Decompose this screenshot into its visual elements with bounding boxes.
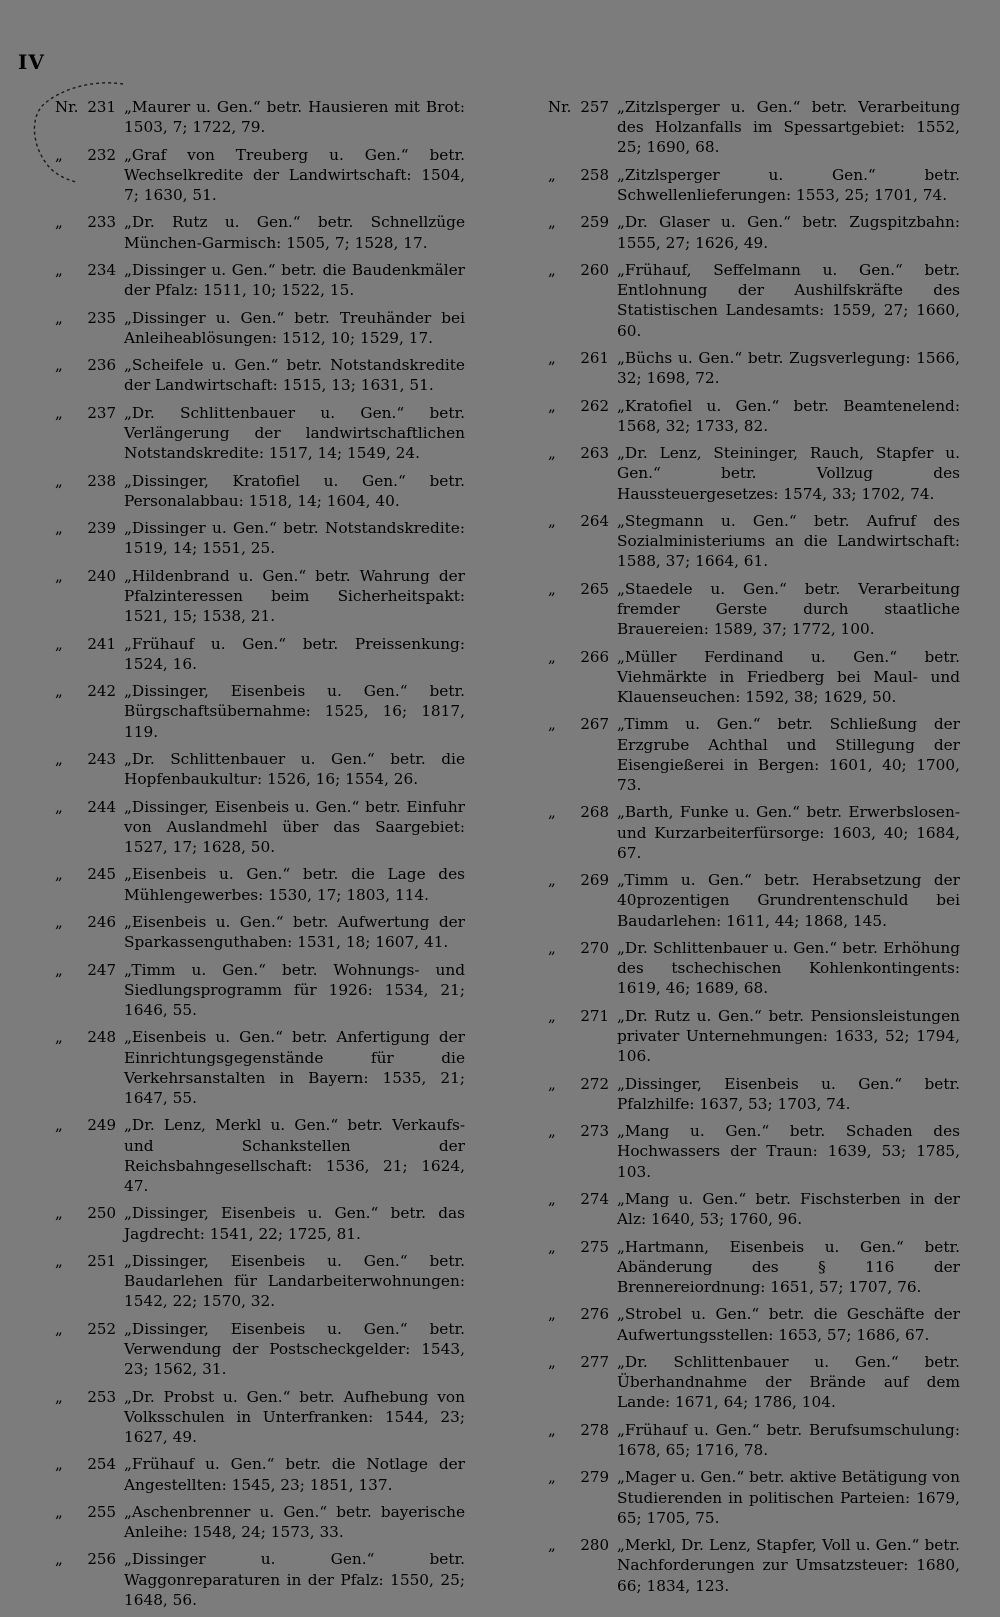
entry-text: „Stegmann u. Gen.“ betr. Aufruf des Sozialministeriums an die Landwirtschaft: 1588, 37; 1664, 61. <box>617 511 960 571</box>
entry-text: „Frühauf, Seffelmann u. Gen.“ betr. Entlohnung der Aushilfskräfte des Statistischen Landesamts: 1559, 27; 1660, 60. <box>617 260 960 340</box>
entry-number: 272 <box>580 1074 609 1093</box>
entry-number: 238 <box>87 471 116 490</box>
entry-prefix: „ <box>548 579 556 598</box>
index-entry <box>548 396 960 436</box>
entry-text: „Dissinger, Eisenbeis u. Gen.“ betr. Verwendung der Postscheckgelder: 1543, 23; 1562, 31. <box>124 1319 465 1379</box>
entry-number: 269 <box>580 871 609 890</box>
entry-number: 235 <box>87 308 116 327</box>
index-entry <box>548 647 960 708</box>
entry-prefix: „ <box>548 1468 556 1487</box>
index-entry <box>55 403 465 464</box>
entry-number: 275 <box>580 1237 609 1256</box>
entry-number: 252 <box>87 1319 116 1338</box>
entry-prefix: „ <box>55 145 63 164</box>
index-entry <box>55 1549 465 1610</box>
entry-number: 233 <box>87 213 116 232</box>
entry-number: 268 <box>580 803 609 822</box>
entry-number: 259 <box>580 213 609 232</box>
entry-text: „Barth, Funke u. Gen.“ betr. Erwerbslosen- und Kurzarbeiterfürsorge: 1603, 40; 1684, 67. <box>617 803 960 862</box>
index-entry <box>548 443 960 504</box>
entry-prefix: „ <box>55 682 63 701</box>
entry-text: „Müller Ferdinand u. Gen.“ betr. Viehmärkte in Friedberg bei Maul- und Klauenseuchen: 1592, 38; 1629, 50. <box>617 647 960 706</box>
entry-text: „Timm u. Gen.“ betr. Herabsetzung der 40prozentigen Grundrentenschuld bei Baudarlehen: 1611, 44; 1868, 145. <box>617 871 960 930</box>
entry-text: „Strobel u. Gen.“ betr. die Geschäfte der Aufwertungsstellen: 1653, 57; 1686, 67. <box>617 1305 960 1344</box>
left-column <box>55 97 465 1617</box>
index-entry <box>55 1502 465 1542</box>
page-number: IV <box>18 50 45 74</box>
entry-number: 266 <box>580 647 609 666</box>
index-entry <box>55 634 465 674</box>
entry-text: „Dr. Rutz u. Gen.“ betr. Pensionsleistungen privater Unternehmungen: 1633, 52; 1794, 106. <box>617 1006 960 1066</box>
entry-prefix: „ <box>548 348 556 367</box>
index-entry <box>55 1387 465 1448</box>
entry-text: „Eisenbeis u. Gen.“ betr. die Lage des Mühlengewerbes: 1530, 17; 1803, 114. <box>124 865 465 904</box>
entry-number: 234 <box>87 260 116 279</box>
index-entry <box>548 1352 960 1413</box>
index-entry <box>55 1251 465 1312</box>
entry-number: 241 <box>87 634 116 653</box>
entry-number: 247 <box>87 960 116 979</box>
entry-text: „Eisenbeis u. Gen.“ betr. Aufwertung der Sparkassenguthaben: 1531, 18; 1607, 41. <box>124 912 465 952</box>
entry-text: „Mang u. Gen.“ betr. Fischsterben in der Alz: 1640, 53; 1760, 96. <box>617 1189 960 1229</box>
index-entry <box>548 97 960 158</box>
index-entry <box>548 1535 960 1596</box>
entry-text: „Dr. Probst u. Gen.“ betr. Aufhebung von Volksschulen in Unterfranken: 1544, 23; 1627, 49. <box>124 1387 465 1446</box>
entry-prefix: „ <box>55 1116 63 1135</box>
entry-prefix: „ <box>55 403 63 422</box>
entry-text: „Staedele u. Gen.“ betr. Verarbeitung fremder Gerste durch staatliche Brauereien: 1589, 37; 1772, 100. <box>617 579 960 639</box>
entry-number: 279 <box>580 1468 609 1487</box>
entry-number: 249 <box>87 1116 116 1135</box>
index-entry <box>548 714 960 795</box>
entry-prefix: „ <box>55 308 63 327</box>
entry-number: 277 <box>580 1352 609 1371</box>
entry-prefix: „ <box>55 213 63 232</box>
entry-text: „Dissinger, Eisenbeis u. Gen.“ betr. Baudarlehen für Landarbeiterwohnungen: 1542, 22; 1570, 32. <box>124 1251 465 1311</box>
entry-prefix: „ <box>548 396 556 415</box>
entry-text: „Dr. Rutz u. Gen.“ betr. Schnellzüge München-Garmisch: 1505, 7; 1528, 17. <box>124 213 465 252</box>
entry-text: „Dissinger u. Gen.“ betr. die Baudenkmäler der Pfalz: 1511, 10; 1522, 15. <box>124 260 465 300</box>
index-entry <box>55 471 465 511</box>
index-entry <box>55 864 465 904</box>
entry-text: „Dr. Lenz, Merkl u. Gen.“ betr. Verkaufs- und Schankstellen der Reichsbahngesellschaft: 1536, 21; 1624, 47. <box>124 1116 465 1195</box>
index-entry <box>55 212 465 252</box>
entry-text: „Dr. Schlittenbauer u. Gen.“ betr. Erhöhung des tschechischen Kohlenkontingents: 1619, 46; 1689, 68. <box>617 938 960 998</box>
index-entry <box>55 912 465 952</box>
index-entry <box>548 1006 960 1067</box>
entry-text: „Dissinger u. Gen.“ betr. Waggonreparaturen in der Pfalz: 1550, 25; 1648, 56. <box>124 1550 465 1609</box>
entry-prefix: „ <box>55 356 63 375</box>
entry-prefix: „ <box>55 634 63 653</box>
entry-text: „Timm u. Gen.“ betr. Wohnungs- und Siedlungsprogramm für 1926: 1534, 21; 1646, 55. <box>124 960 465 1019</box>
entry-prefix: „ <box>548 511 556 530</box>
entry-number: 250 <box>87 1204 116 1223</box>
entry-prefix: „ <box>548 444 556 463</box>
right-column <box>548 97 960 1603</box>
entry-number: 248 <box>87 1028 116 1047</box>
entry-number: 273 <box>580 1122 609 1141</box>
entry-text: „Aschenbrenner u. Gen.“ betr. bayerische Anleihe: 1548, 24; 1573, 33. <box>124 1502 465 1542</box>
index-entry <box>548 1121 960 1182</box>
entry-prefix: „ <box>55 1502 63 1521</box>
entry-prefix: „ <box>548 1420 556 1439</box>
entry-number: 260 <box>580 260 609 279</box>
entry-number: 236 <box>87 356 116 375</box>
index-entry <box>55 566 465 627</box>
entry-text: „Büchs u. Gen.“ betr. Zugsverlegung: 1566, 32; 1698, 72. <box>617 348 960 388</box>
entry-prefix: „ <box>548 1006 556 1025</box>
entry-prefix: „ <box>548 1122 556 1141</box>
index-entry <box>548 165 960 205</box>
index-entry <box>548 260 960 341</box>
index-entry <box>55 308 465 348</box>
entry-prefix: „ <box>55 1319 63 1338</box>
index-entry <box>55 960 465 1021</box>
entry-prefix: „ <box>548 647 556 666</box>
entry-text: „Zitzlsperger u. Gen.“ betr. Schwellenlieferungen: 1553, 25; 1701, 74. <box>617 165 960 204</box>
entry-number: 245 <box>87 865 116 884</box>
entry-text: „Eisenbeis u. Gen.“ betr. Anfertigung der Einrichtungsgegenstände für die Verkehrsanstalten in Bayern: 1535, 21; 1647, 55. <box>124 1028 465 1107</box>
entry-number: 232 <box>87 145 116 164</box>
entry-text: „Hartmann, Eisenbeis u. Gen.“ betr. Abänderung des § 116 der Brennereiordnung: 1651, 57; 1707, 76. <box>617 1237 960 1296</box>
entry-number: 267 <box>580 715 609 734</box>
entry-number: 258 <box>580 165 609 184</box>
entry-number: 274 <box>580 1189 609 1208</box>
index-entry <box>55 1454 465 1494</box>
entry-number: 257 <box>580 98 609 116</box>
index-entry <box>548 511 960 572</box>
entry-prefix: „ <box>548 1352 556 1371</box>
entry-prefix: „ <box>548 1305 556 1324</box>
entry-text: „Dr. Lenz, Steininger, Rauch, Stapfer u. Gen.“ betr. Vollzug des Haussteuergesetzes: 1574, 33; 1702, 74. <box>617 444 960 503</box>
entry-prefix: „ <box>548 1074 556 1093</box>
entry-prefix: „ <box>55 1387 63 1406</box>
entry-prefix: „ <box>55 1550 63 1569</box>
entry-number: 243 <box>87 749 116 768</box>
entry-text: „Zitzlsperger u. Gen.“ betr. Verarbeitung des Holzanfalls im Spessartgebiet: 1552, 25; 1690, 68. <box>617 98 960 157</box>
entry-text: „Dissinger, Eisenbeis u. Gen.“ betr. Pfalzhilfe: 1637, 53; 1703, 74. <box>617 1074 960 1113</box>
entry-number: 278 <box>580 1420 609 1439</box>
entry-text: „Frühauf u. Gen.“ betr. Preissenkung: 1524, 16. <box>124 634 465 673</box>
entry-prefix: „ <box>55 912 63 931</box>
entry-number: 244 <box>87 797 116 816</box>
entry-prefix: „ <box>55 960 63 979</box>
entry-text: „Dr. Schlittenbauer u. Gen.“ betr. Verlängerung der landwirtschaftlichen Notstandskredite: 1517, 14; 1549, 24. <box>124 403 465 463</box>
entry-number: 251 <box>87 1251 116 1270</box>
index-entry <box>548 1189 960 1229</box>
entry-prefix: „ <box>55 1204 63 1223</box>
entry-text: „Dissinger u. Gen.“ betr. Treuhänder bei Anleiheablösungen: 1512, 10; 1529, 17. <box>124 308 465 347</box>
entry-prefix: „ <box>548 938 556 957</box>
index-entry <box>548 212 960 252</box>
entry-number: 253 <box>87 1387 116 1406</box>
index-entry <box>548 1304 960 1344</box>
entry-number: 256 <box>87 1550 116 1569</box>
index-entry <box>55 355 465 395</box>
entry-prefix: „ <box>55 865 63 884</box>
entry-text: „Dissinger, Eisenbeis u. Gen.“ betr. Einfuhr von Auslandmehl über das Saargebiet: 1527, 17; 1628, 50. <box>124 797 465 856</box>
entry-text: „Timm u. Gen.“ betr. Schließung der Erzgrube Achthal und Stillegung der Eisengießerei in Bergen: 1601, 40; 1700, 73. <box>617 715 960 794</box>
index-entry <box>55 145 465 206</box>
entry-text: „Kratofiel u. Gen.“ betr. Beamtenelend: 1568, 32; 1733, 82. <box>617 396 960 435</box>
index-entry <box>55 1115 465 1196</box>
entry-prefix: „ <box>548 871 556 890</box>
index-entry <box>548 1467 960 1528</box>
entry-number: 237 <box>87 403 116 422</box>
entry-text: „Scheifele u. Gen.“ betr. Notstandskredite der Landwirtschaft: 1515, 13; 1631, 51. <box>124 356 465 395</box>
entry-number: 280 <box>580 1536 609 1555</box>
index-entry <box>548 802 960 863</box>
entry-prefix: „ <box>548 803 556 822</box>
entry-prefix: Nr. <box>548 98 572 116</box>
index-entry <box>548 1237 960 1298</box>
index-entry <box>55 749 465 789</box>
entry-text: „Maurer u. Gen.“ betr. Hausieren mit Brot: 1503, 7; 1722, 79. <box>124 98 465 137</box>
entry-prefix: „ <box>55 260 63 279</box>
entry-number: 262 <box>580 396 609 415</box>
index-entry <box>548 938 960 999</box>
entry-number: 270 <box>580 938 609 957</box>
index-entry <box>55 260 465 300</box>
entry-text: „Dissinger, Eisenbeis u. Gen.“ betr. das Jagdrecht: 1541, 22; 1725, 81. <box>124 1204 465 1243</box>
entry-number: 255 <box>87 1502 116 1521</box>
entry-prefix: „ <box>548 1237 556 1256</box>
entry-prefix: Nr. <box>55 98 79 116</box>
entry-text: „Dissinger, Kratofiel u. Gen.“ betr. Personalabbau: 1518, 14; 1604, 40. <box>124 471 465 510</box>
entry-number: 265 <box>580 579 609 598</box>
entry-text: „Frühauf u. Gen.“ betr. Berufsumschulung: 1678, 65; 1716, 78. <box>617 1420 960 1459</box>
entry-text: „Hildenbrand u. Gen.“ betr. Wahrung der Pfalzinteressen beim Sicherheitspakt: 1521, 15; 1538, 21. <box>124 566 465 626</box>
index-entry <box>548 1074 960 1114</box>
entry-text: „Mang u. Gen.“ betr. Schaden des Hochwassers der Traun: 1639, 53; 1785, 103. <box>617 1122 960 1181</box>
entry-prefix: „ <box>55 1455 63 1474</box>
entry-prefix: „ <box>55 519 63 538</box>
entry-number: 240 <box>87 566 116 585</box>
entry-number: 276 <box>580 1305 609 1324</box>
entry-prefix: „ <box>548 1536 556 1555</box>
entry-number: 242 <box>87 682 116 701</box>
entry-prefix: „ <box>548 715 556 734</box>
entry-number: 231 <box>87 98 116 116</box>
entry-prefix: „ <box>548 165 556 184</box>
entry-text: „Dissinger, Eisenbeis u. Gen.“ betr. Bürgschaftsübernahme: 1525, 16; 1817, 119. <box>124 682 465 741</box>
index-entry <box>55 518 465 558</box>
entry-prefix: „ <box>548 1189 556 1208</box>
entry-prefix: „ <box>55 797 63 816</box>
entry-text: „Dr. Schlittenbauer u. Gen.“ betr. Überhandnahme der Brände auf dem Lande: 1671, 64; 1786, 104. <box>617 1352 960 1412</box>
entry-text: „Dr. Glaser u. Gen.“ betr. Zugspitzbahn: 1555, 27; 1626, 49. <box>617 213 960 252</box>
index-entry <box>548 870 960 931</box>
index-entry <box>55 797 465 858</box>
entry-prefix: „ <box>548 260 556 279</box>
index-entry <box>55 97 465 137</box>
entry-text: „Merkl, Dr. Lenz, Stapfer, Voll u. Gen.“ betr. Nachforderungen zur Umsatzsteuer: 1680, 66; 1834, 123. <box>617 1536 960 1595</box>
index-entry <box>55 1319 465 1380</box>
entry-text: „Mager u. Gen.“ betr. aktive Betätigung von Studierenden in politischen Parteien: 1679, 65; 1705, 75. <box>617 1468 960 1527</box>
index-entry <box>55 681 465 742</box>
entry-text: „Frühauf u. Gen.“ betr. die Notlage der Angestellten: 1545, 23; 1851, 137. <box>124 1455 465 1494</box>
entry-prefix: „ <box>55 471 63 490</box>
entry-prefix: „ <box>55 1028 63 1047</box>
index-entry <box>548 579 960 640</box>
entry-text: „Dissinger u. Gen.“ betr. Notstandskredite: 1519, 14; 1551, 25. <box>124 519 465 558</box>
index-entry <box>548 1420 960 1460</box>
index-entry <box>55 1203 465 1243</box>
entry-number: 246 <box>87 912 116 931</box>
entry-prefix: „ <box>55 749 63 768</box>
entry-number: 271 <box>580 1006 609 1025</box>
entry-text: „Dr. Schlittenbauer u. Gen.“ betr. die Hopfenbaukultur: 1526, 16; 1554, 26. <box>124 749 465 789</box>
entry-prefix: „ <box>55 566 63 585</box>
index-entry <box>55 1027 465 1108</box>
entry-text: „Graf von Treuberg u. Gen.“ betr. Wechselkredite der Landwirtschaft: 1504, 7; 1630, 51. <box>124 145 465 204</box>
entry-number: 264 <box>580 511 609 530</box>
index-entry <box>548 348 960 388</box>
entry-number: 261 <box>580 348 609 367</box>
entry-prefix: „ <box>55 1251 63 1270</box>
entry-prefix: „ <box>548 213 556 232</box>
entry-number: 263 <box>580 444 609 463</box>
entry-number: 239 <box>87 519 116 538</box>
entry-number: 254 <box>87 1455 116 1474</box>
